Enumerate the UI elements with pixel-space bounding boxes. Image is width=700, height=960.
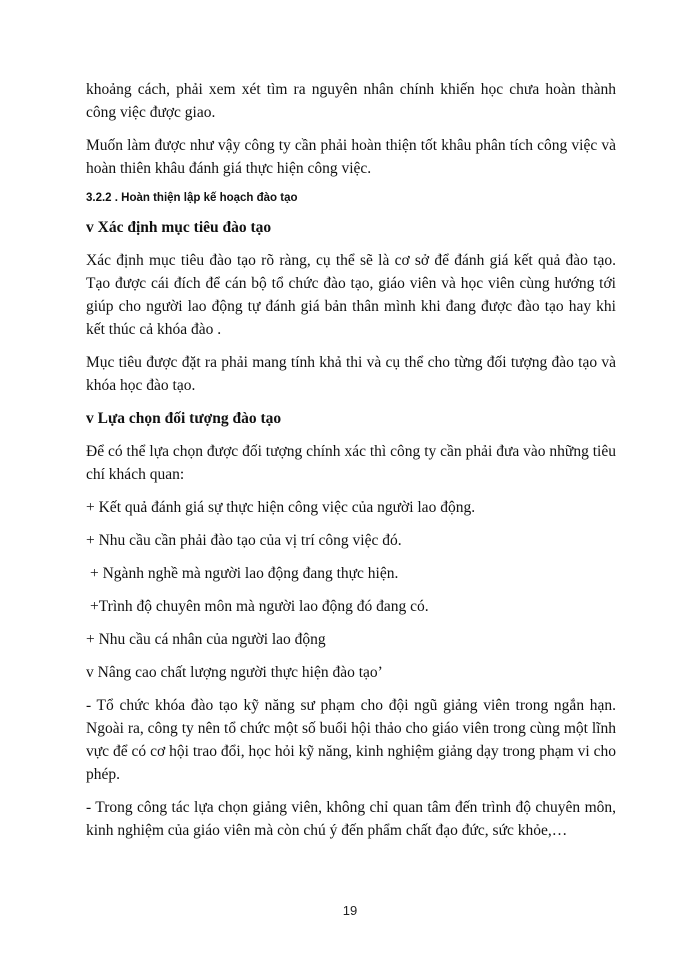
paragraph-6: - Tổ chức khóa đào tạo kỹ năng sư phạm cho đội ngũ giảng viên trong ngắn hạn. Ngoài ra, công ty nên tổ chức một số buổi hội thảo cho giáo viên trong cùng một lĩnh vực để có cơ hội trao đổi, học hỏi kỹ năng, kinh nghiệm giảng dạy trong phạm vi cho phép. xyxy=(86,697,616,783)
heading-selection: v Lựa chọn đối tượng đào tạo xyxy=(86,410,282,427)
paragraph-7: - Trong công tác lựa chọn giảng viên, không chỉ quan tâm đến trình độ chuyên môn, kinh nghiệm của giáo viên mà còn chú ý đến phẩm chất đạo đức, sức khỏe,… xyxy=(86,799,616,839)
criteria-item: + Nhu cầu cần phải đào tạo của vị trí công việc đó. xyxy=(86,532,402,549)
criteria-item: +Trình độ chuyên môn mà người lao động đó đang có. xyxy=(90,598,429,615)
paragraph-4: Mục tiêu được đặt ra phải mang tính khả thi và cụ thể cho từng đối tượng đào tạo và khóa học đào tạo. xyxy=(86,354,616,394)
page-number: 19 xyxy=(342,903,358,918)
paragraph-2: Muốn làm được như vậy công ty cần phải hoàn thiện tốt khâu phân tích công việc và hoàn thiên khâu đánh giá thực hiện công việc. xyxy=(86,137,616,177)
heading-objectives: v Xác định mục tiêu đào tạo xyxy=(86,219,272,236)
criteria-item: + Kết quả đánh giá sự thực hiện công việc của người lao động. xyxy=(86,499,476,516)
paragraph-3: Xác định mục tiêu đào tạo rõ ràng, cụ thể sẽ là cơ sở để đánh giá kết quả đào tạo. Tạo được cái đích để cán bộ tổ chức đào tạo, giáo viên và học viên cùng hướng tới giúp cho người lao động tự đánh giá bản thân mình khi đang được đào tạo hay khi kết thúc cả khóa đào . xyxy=(86,252,616,338)
heading-quality: v Nâng cao chất lượng người thực hiện đào tạo’ xyxy=(86,664,383,681)
criteria-item: + Nhu cầu cá nhân của người lao động xyxy=(86,631,326,648)
paragraph-1: khoảng cách, phải xem xét tìm ra nguyên nhân chính khiến học chưa hoàn thành công việc được giao. xyxy=(86,81,616,121)
document-page xyxy=(86,78,616,852)
criteria-item: + Ngành nghề mà người lao động đang thực hiện. xyxy=(90,565,399,582)
section-heading: 3.2.2 . Hoàn thiện lập kế hoạch đào tạo xyxy=(86,192,298,204)
paragraph-5: Để có thể lựa chọn được đối tượng chính xác thì công ty cần phải đưa vào những tiêu chí khách quan: xyxy=(86,443,616,483)
